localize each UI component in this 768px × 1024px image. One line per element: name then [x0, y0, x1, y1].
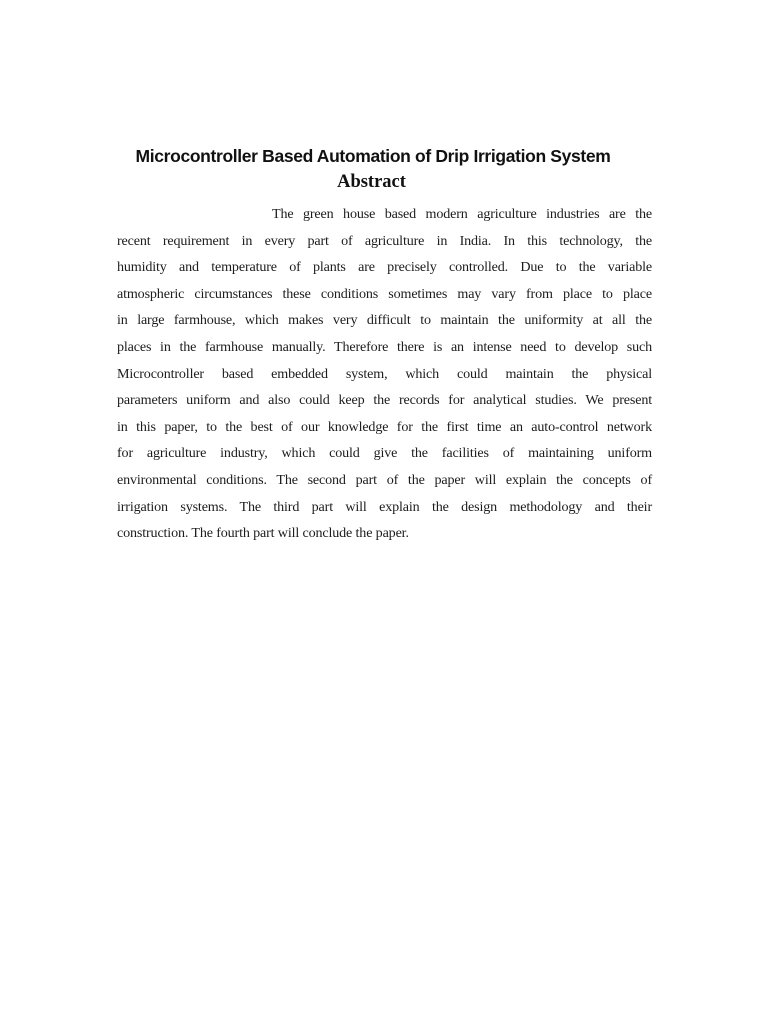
abstract-line: places in the farmhouse manually. Therefore there is an intense need to develop such: [117, 338, 652, 355]
abstract-line: construction. The fourth part will conclude the paper.: [117, 525, 409, 542]
abstract-line: for agriculture industry, which could give the facilities of maintaining uniform: [117, 445, 652, 462]
abstract-line: Microcontroller based embedded system, which could maintain the physical: [117, 365, 652, 382]
abstract-line: environmental conditions. The second part of the paper will explain the concepts of: [117, 471, 652, 488]
abstract-line: recent requirement in every part of agriculture in India. In this technology, the: [117, 232, 652, 249]
paper-title: Microcontroller Based Automation of Drip Irrigation System: [135, 146, 611, 166]
abstract-line: atmospheric circumstances these conditions sometimes may vary from place to place: [117, 285, 652, 302]
abstract-body: [117, 201, 652, 547]
abstract-heading: Abstract: [337, 172, 406, 192]
abstract-line: The green house based modern agriculture industries are the: [272, 206, 652, 222]
abstract-line: humidity and temperature of plants are precisely controlled. Due to the variable: [117, 259, 652, 276]
abstract-line: parameters uniform and also could keep the records for analytical studies. We present: [117, 392, 652, 409]
abstract-line: in large farmhouse, which makes very difficult to maintain the uniformity at all the: [117, 312, 652, 329]
abstract-line: in this paper, to the best of our knowledge for the first time an auto-control network: [117, 418, 652, 435]
abstract-line: irrigation systems. The third part will explain the design methodology and their: [117, 498, 652, 515]
